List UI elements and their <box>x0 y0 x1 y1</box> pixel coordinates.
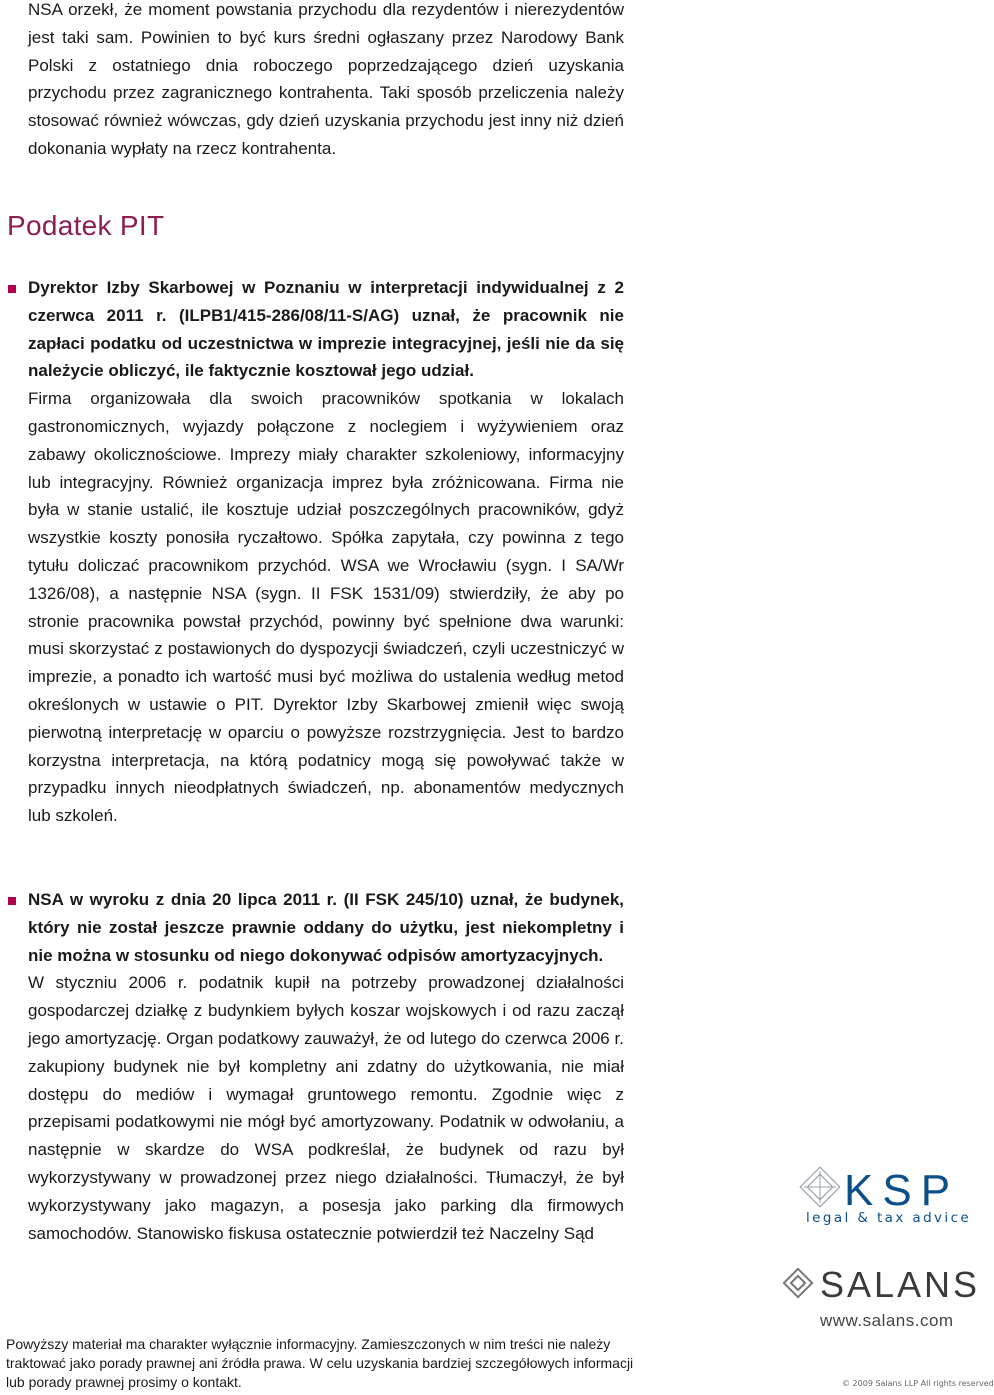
footer-disclaimer: Powyższy materiał ma charakter wyłącznie informacyjny. Zamieszczonych w nim treści nie należy traktować jako porady prawnej ani źródła prawa. W celu uzyskania bardziej szczegółowych informacji lub porady prawnej prosimy o kontakt. <box>6 1336 634 1390</box>
bullet-body-2: W styczniu 2006 r. podatnik kupił na potrzeby prowadzonej działalności gospodarczej działkę z budynkiem byłych koszar wojskowych i od razu zaczął jego amortyzację. Organ podatkowy zauważył, że od lutego do czerwca 2006 r. zakupiony budynek nie był kompletny ani zdatny do użytkowania, nie miał dostępu do mediów i wymagał gruntowego remontu. Zgodnie więc z przepisami podatkowymi nie mógł być amortyzowany. Podatnik w odwołaniu, a następnie w skardze do WSA podkreślał, że budynek od razu był wykorzystywany w prowadzonej przez niego działalności. Tłumaczył, że był wykorzystywany jako magazyn, a posesja jako parking dla firmowych samochodów. Stanowisko fiskusa ostatecznie potwierdził też Naczelny Sąd <box>28 973 624 1243</box>
salans-logo-text: SALANS <box>820 1264 981 1305</box>
bullet-body-1: Firma organizowała dla swoich pracowników spotkania w lokalach gastronomicznych, wyjazdy połączone z noclegiem i wyżywieniem oraz zabawy okolicznościowe. Imprezy miały charakter szkoleniowy, informacyjny lub integracyjny. Również organizacja imprez była zróżnicowana. Firma nie była w stanie ustalić, ile kosztuje udział poszczególnych pracowników, gdyż wszystkie koszty ponosiła ryczałtowo. Spółka zapytała, czy powinna z tego tytułu doliczać pracownikom przychód. WSA we Wrocławiu (sygn. I SA/Wr 1326/08), a następnie NSA (sygn. II FSK 1531/09) stwierdziły, że aby po stronie pracownika powstał przychód, powinny być spełnione dwa warunki: musi skorzystać z postawionych do dyspozycji świadczeń, czyli uczestniczyć w imprezie, a ponadto ich wartość musi być możliwa do ustalenia według metod określonych w ustawie o PIT. Dyrektor Izby Skarbowej zmienił więc swoją pierwotną interpretację w oparciu o powyższe rozstrzygnięcia. Jest to bardzo korzystna interpretacja, na którą podatnicy mogą się powoływać także w przypadku innych nieodpłatnych świadczeń, np. abonamentów medycznych lub szkoleń. <box>28 389 624 826</box>
bullet-lead-1: Dyrektor Izby Skarbowej w Poznaniu w interpretacji indywidualnej z 2 czerwca 2011 r. (ILPB1/415-286/08/11-S/AG) uznał, że pracownik nie zapłaci podatku od uczestnictwa w imprezie integracyjnej, jeśli nie da się należycie obliczyć, ile faktycznie kosztował jego udział. <box>28 278 624 381</box>
copyright-note: © 2009 Salans LLP All rights reserved <box>842 1379 994 1388</box>
intro-paragraph: NSA orzekł, że moment powstania przychodu dla rezydentów i nierezydentów jest taki sam. Powinien to być kurs średni ogłaszany przez Narodowy Bank Polski z ostatniego dnia roboczego poprzedzającego dzień uzyskania przychodu przez zagranicznego kontrahenta. Taki sposób przeliczenia należy stosować również wówczas, gdy dzień uzyskania przychodu jest inny niż dzień dokonania wypłaty na rzecz kontrahenta. <box>28 0 624 158</box>
bullet-square-icon <box>8 897 16 905</box>
salans-logo-icon <box>780 1265 816 1301</box>
bullet-square-icon <box>8 285 16 293</box>
ksp-logo-text: KSP <box>844 1166 960 1215</box>
ksp-tagline: legal & tax advice <box>806 1210 972 1226</box>
salans-url: www.salans.com <box>820 1311 954 1330</box>
footer-logos <box>768 1165 994 1395</box>
bullet-text-2 <box>28 886 624 1247</box>
ksp-logo-icon <box>800 1167 840 1207</box>
bullet-lead-2: NSA w wyroku z dnia 20 lipca 2011 r. (II FSK 245/10) uznał, że budynek, który nie został jeszcze prawnie oddany do użytku, jest niekompletny i nie można w stosunku od niego dokonywać odpisów amortyzacyjnych. <box>28 890 624 965</box>
section-heading: Podatek PIT <box>7 210 165 241</box>
bullet-text-1 <box>28 274 624 830</box>
